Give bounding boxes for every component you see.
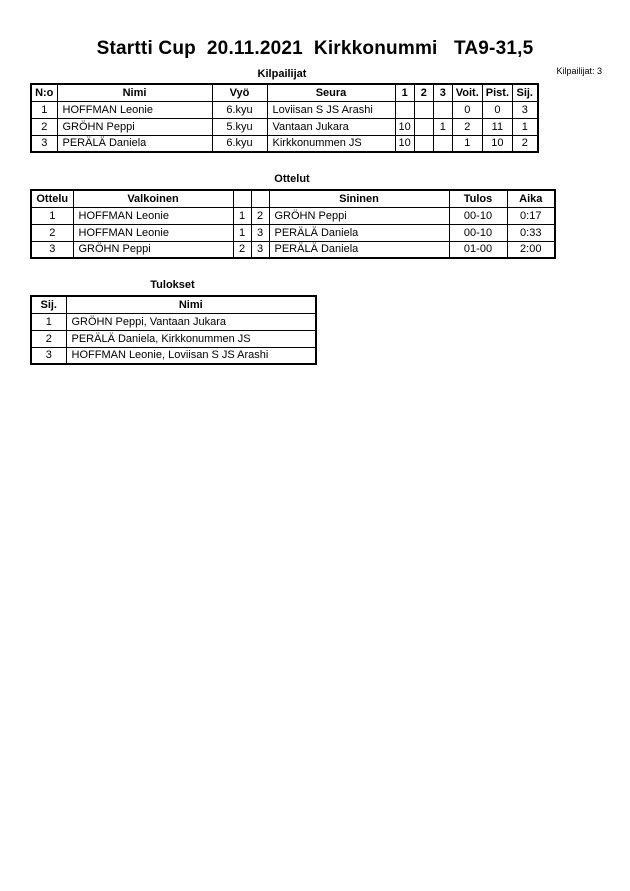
cell-blue-name: PERÄLÄ Daniela [269,241,449,258]
table-row [31,347,316,364]
competitors-caption: Kilpailijat [257,68,307,80]
cell-blue-name: PERÄLÄ Daniela [269,224,449,241]
cell-voit: 2 [452,118,482,135]
cell-vyo: 6.kyu [212,101,267,118]
header-valkoinen: Valkoinen [73,190,233,207]
cell-match-number: 3 [31,241,73,258]
table-row [31,118,538,135]
cell-time: 0:33 [507,224,555,241]
cell-white-number: 1 [233,224,251,241]
cell-vyo: 5.kyu [212,118,267,135]
competitors-header-row [31,84,538,101]
header-blue-number [251,190,269,207]
cell-name-club: PERÄLÄ Daniela, Kirkkonummen JS [66,330,316,347]
cell-score-3 [433,135,452,152]
cell-blue-number: 2 [251,207,269,224]
cell-no: 1 [31,101,57,118]
competitor-count: Kilpailijat: 3 [556,66,602,76]
cell-name-club: HOFFMAN Leonie, Loviisan S JS Arashi [66,347,316,364]
header-col1: 1 [395,84,414,101]
cell-vyo: 6.kyu [212,135,267,152]
cell-result: 00-10 [449,207,507,224]
cell-white-name: GRÖHN Peppi [73,241,233,258]
results-caption: Tulokset [150,279,195,291]
header-col3: 3 [433,84,452,101]
cell-voit: 0 [452,101,482,118]
competitors-table [30,83,539,153]
cell-score-2 [414,118,433,135]
header-voit: Voit. [452,84,482,101]
table-row [31,224,555,241]
cell-score-2 [414,135,433,152]
cell-score-3: 1 [433,118,452,135]
table-row [31,207,555,224]
header-nimi: Nimi [66,296,316,313]
cell-score-1 [395,101,414,118]
cell-no: 2 [31,118,57,135]
cell-name-club: GRÖHN Peppi, Vantaan Jukara [66,313,316,330]
cell-blue-number: 3 [251,224,269,241]
cell-match-number: 1 [31,207,73,224]
cell-white-number: 1 [233,207,251,224]
cell-nimi: PERÄLÄ Daniela [57,135,212,152]
cell-seura: Loviisan S JS Arashi [267,101,395,118]
header-nimi: Nimi [57,84,212,101]
cell-result: 01-00 [449,241,507,258]
cell-time: 2:00 [507,241,555,258]
cell-seura: Kirkkonummen JS [267,135,395,152]
cell-sij: 1 [513,118,538,135]
cell-score-1: 10 [395,118,414,135]
cell-white-name: HOFFMAN Leonie [73,207,233,224]
cell-voit: 1 [452,135,482,152]
cell-no: 3 [31,135,57,152]
cell-score-2 [414,101,433,118]
cell-result: 00-10 [449,224,507,241]
header-col2: 2 [414,84,433,101]
cell-time: 0:17 [507,207,555,224]
cell-place: 2 [31,330,66,347]
cell-white-number: 2 [233,241,251,258]
header-sij: Sij. [513,84,538,101]
header-white-number [233,190,251,207]
page-title: Startti Cup 20.11.2021 Kirkkonummi TA9-31,5 [96,38,534,59]
results-header-row [31,296,316,313]
cell-pist: 10 [482,135,512,152]
header-ottelu: Ottelu [31,190,73,207]
cell-white-name: HOFFMAN Leonie [73,224,233,241]
cell-nimi: GRÖHN Peppi [57,118,212,135]
cell-blue-name: GRÖHN Peppi [269,207,449,224]
cell-nimi: HOFFMAN Leonie [57,101,212,118]
cell-score-1: 10 [395,135,414,152]
cell-pist: 0 [482,101,512,118]
table-row [31,241,555,258]
table-row [31,135,538,152]
cell-pist: 11 [482,118,512,135]
header-sij: Sij. [31,296,66,313]
header-pist: Pist. [482,84,512,101]
results-table [30,295,317,365]
cell-sij: 2 [513,135,538,152]
cell-score-3 [433,101,452,118]
header-aika: Aika [507,190,555,207]
matches-header-row [31,190,555,207]
header-seura: Seura [267,84,395,101]
matches-caption: Ottelut [274,173,310,185]
header-tulos: Tulos [449,190,507,207]
cell-match-number: 2 [31,224,73,241]
cell-seura: Vantaan Jukara [267,118,395,135]
header-no: N:o [31,84,57,101]
cell-sij: 3 [513,101,538,118]
matches-table [30,189,556,259]
table-row [31,101,538,118]
cell-blue-number: 3 [251,241,269,258]
header-vyo: Vyö [212,84,267,101]
table-row [31,313,316,330]
table-row [31,330,316,347]
header-sininen: Sininen [269,190,449,207]
cell-place: 1 [31,313,66,330]
cell-place: 3 [31,347,66,364]
